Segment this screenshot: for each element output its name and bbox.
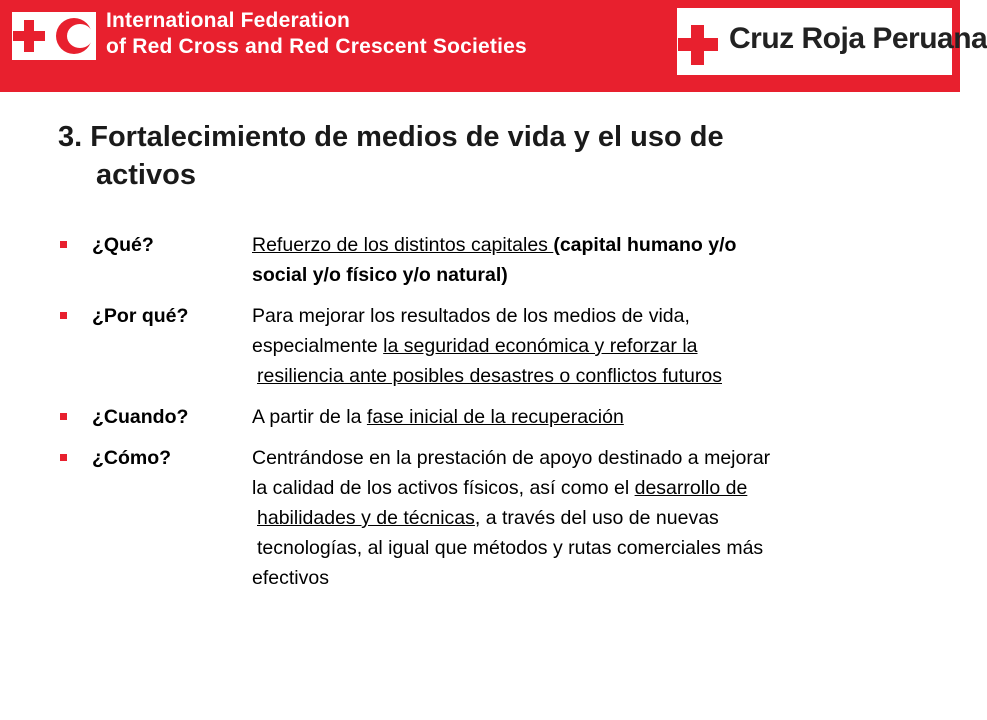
underlined-text: Refuerzo de los distintos capitales [252, 234, 554, 256]
bullet-por-que [58, 301, 938, 391]
underlined-text: fase inicial de la recuperación [366, 406, 624, 428]
cruz-roja-cross-icon-bar [678, 38, 718, 51]
body-text: A partir de la [252, 406, 367, 428]
bullet-square-icon [60, 413, 67, 420]
body-text: efectivos [252, 567, 329, 589]
header-bar [0, 0, 987, 92]
underlined-text: desarrollo de [634, 477, 748, 499]
bullet-label: ¿Cómo? [92, 447, 172, 469]
bold-text: social y/o físico y/o natural) [252, 264, 508, 286]
bullet-cuando [58, 402, 938, 432]
underlined-text: la seguridad económica y reforzar la [383, 335, 698, 357]
body-text: la calidad de los activos físicos, así como el [252, 477, 635, 499]
bullet-content [252, 402, 938, 432]
ifrc-name-line2: of Red Cross and Red Crescent Societies [106, 35, 527, 58]
body-text: Centrándose en la prestación de apoyo destinado a mejorar [252, 447, 771, 469]
bullet-content [252, 443, 938, 593]
body-text: especialmente [252, 335, 384, 357]
underlined-text: resiliencia ante posibles desastres o conflictos futuros [257, 365, 722, 387]
bullet-content [252, 301, 938, 391]
bullet-square-icon [60, 312, 67, 319]
slide-title [58, 118, 724, 194]
ifrc-name [106, 8, 527, 60]
cruz-roja-peruana-name: Cruz Roja Peruana [729, 22, 987, 55]
bold-text: (capital humano y/o [553, 234, 737, 256]
bullet-label: ¿Por qué? [92, 305, 189, 327]
red-crescent-cut [67, 24, 93, 48]
slide-title-line2: activos [96, 159, 196, 191]
bullet-label: ¿Qué? [92, 234, 154, 256]
bullet-que [58, 230, 938, 290]
ifrc-emblem [12, 12, 96, 60]
bullet-list [58, 230, 938, 604]
body-text: Para mejorar los resultados de los medios de vida, [252, 305, 690, 327]
bullet-square-icon [60, 241, 67, 248]
underlined-text: habilidades y de técnicas [257, 507, 475, 529]
red-cross-icon-bar [13, 31, 45, 41]
bullet-content [252, 230, 938, 290]
bullet-como [58, 443, 938, 593]
body-text: tecnologías, al igual que métodos y rutas comerciales más [257, 537, 764, 559]
slide-title-line1: 3. Fortalecimiento de medios de vida y el uso de [58, 121, 724, 153]
ifrc-name-line1: International Federation [106, 9, 350, 32]
body-text: , a través del uso de nuevas [474, 507, 719, 529]
cruz-roja-peruana-logo [677, 8, 987, 75]
bullet-label: ¿Cuando? [92, 406, 189, 428]
bullet-square-icon [60, 454, 67, 461]
